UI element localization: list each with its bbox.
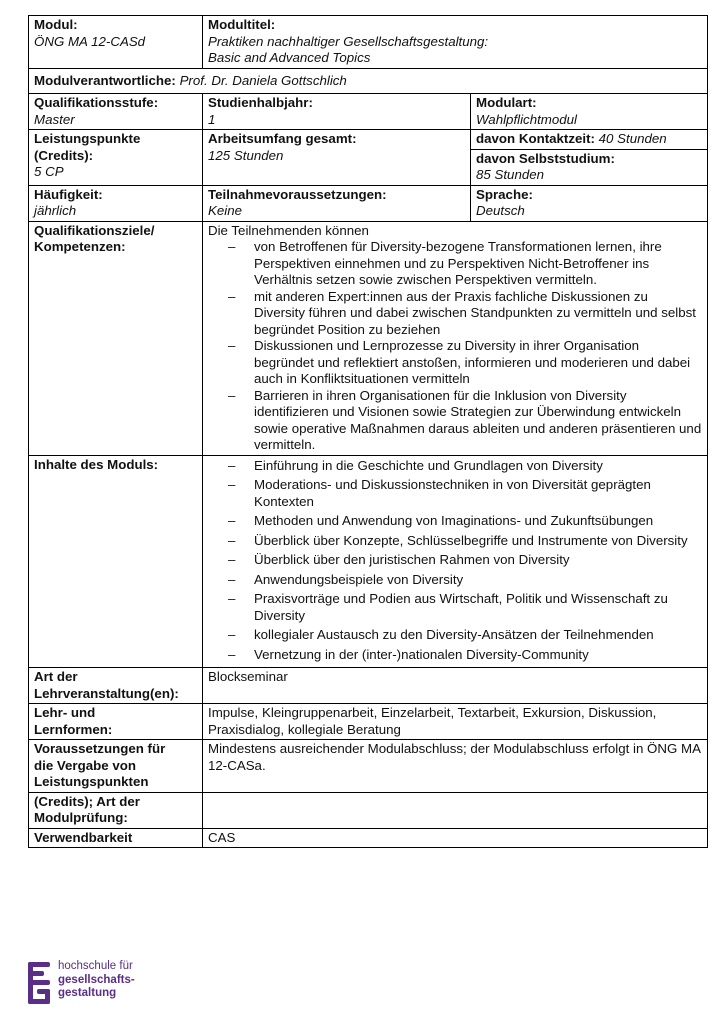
voraussetzungen-value: Mindestens ausreichender Modulabschluss; der Modulabschluss erfolgt in ÖNG MA 12-CASa. <box>208 741 701 773</box>
cell-sprache <box>471 185 708 221</box>
sprache-value: Deutsch <box>476 203 525 218</box>
studienhalbjahr-value: 1 <box>208 111 216 127</box>
qualifikationsstufe-value: Master <box>34 111 75 127</box>
qualifikationsziele-list <box>208 239 702 454</box>
cell-inhalte-content <box>203 455 708 668</box>
qualifikationsstufe-label: Qualifikationsstufe: <box>34 95 159 110</box>
cell-voraussetzungen-label <box>29 740 203 793</box>
lehrveranstaltung-value: Blockseminar <box>208 669 288 684</box>
list-item: – kollegialer Austausch zu den Diversity-Ansätzen der Teilnehmenden <box>228 627 702 644</box>
row-verantwortliche <box>29 68 708 94</box>
leistungspunkte-label1: Leistungspunkte <box>34 131 141 146</box>
list-item: – Diskussionen und Lernprozesse zu Diversity in ihrer Organisation begründet und reflektiert anstoßen, informieren und moderieren und dabei auch in Konfliktsituationen vermitteln <box>228 338 702 388</box>
row-inhalte <box>29 455 708 668</box>
row-voraussetzungen <box>29 740 708 793</box>
verwendbarkeit-label: Verwendbarkeit <box>34 829 133 845</box>
row-lernformen <box>29 704 708 740</box>
verantwortliche-label: Modulverantwortliche: <box>34 72 176 88</box>
cell-modultitel <box>203 16 708 69</box>
cell-pruefung-value <box>203 792 708 828</box>
cell-verwendbarkeit-value <box>203 828 708 848</box>
kontaktzeit-value: 40 Stunden <box>598 131 667 146</box>
cell-leistungspunkte <box>29 130 203 186</box>
cell-modulart <box>471 94 708 130</box>
lehrveranstaltung-label2: Lehrveranstaltung(en): <box>34 685 179 701</box>
haeufigkeit-label: Häufigkeit: <box>34 186 103 202</box>
haeufigkeit-value: jährlich <box>34 203 77 218</box>
hfg-logo-icon <box>28 962 50 1004</box>
cell-lernformen-value <box>203 704 708 740</box>
cell-haeufigkeit <box>29 185 203 221</box>
cell-lehrveranstaltung-value <box>203 668 708 704</box>
modul-label: Modul: <box>34 17 78 32</box>
teilnahme-value: Keine <box>208 203 243 218</box>
verwendbarkeit-value: CAS <box>208 829 236 845</box>
list-item: – Anwendungsbeispiele von Diversity <box>228 572 702 589</box>
logo-line2: gesellschafts- <box>58 973 135 986</box>
logo-wordmark <box>58 960 135 1001</box>
inhalte-label: Inhalte des Moduls: <box>34 456 159 472</box>
modultitel-line2: Basic and Advanced Topics <box>208 50 371 65</box>
row-haeufigkeit <box>29 185 708 221</box>
selbststudium-label: davon Selbststudium: <box>476 150 615 166</box>
lehrveranstaltung-label1: Art der <box>34 669 78 684</box>
cell-arbeitsumfang <box>203 130 471 186</box>
list-item: – Überblick über den juristischen Rahmen von Diversity <box>228 552 702 569</box>
cell-inhalte-label <box>29 455 203 668</box>
footer-logo <box>28 960 135 1004</box>
inhalte-list <box>208 458 702 664</box>
row-modul <box>29 16 708 69</box>
logo-line3: gestaltung <box>58 987 117 999</box>
modulart-value: Wahlpflichtmodul <box>476 111 578 127</box>
qualifikationsziele-label2: Kompetenzen: <box>34 239 126 254</box>
row-lehrveranstaltung <box>29 668 708 704</box>
leistungspunkte-value: 5 CP <box>34 164 64 179</box>
row-qualifikationsziele <box>29 221 708 455</box>
cell-pruefung-label <box>29 792 203 828</box>
voraussetzungen-label3: Leistungspunkten <box>34 774 149 789</box>
voraussetzungen-label2: die Vergabe von <box>34 757 136 773</box>
cell-studienhalbjahr <box>203 94 471 130</box>
list-item: – Praxisvorträge und Podien aus Wirtschaft, Politik und Wissenschaft zu Diversity <box>228 591 702 624</box>
cell-selbststudium <box>471 149 708 185</box>
cell-voraussetzungen-value <box>203 740 708 793</box>
cell-qualifikationsziele-label <box>29 221 203 455</box>
pruefung-label2: Modulprüfung: <box>34 810 128 825</box>
list-item: – Moderations- und Diskussionstechniken in von Diversität geprägten Kontexten <box>228 477 702 510</box>
list-item: – Vernetzung in der (inter-)nationalen Diversity-Community <box>228 647 702 664</box>
lernformen-label2: Lernformen: <box>34 721 113 737</box>
cell-qualifikationsziele-content <box>203 221 708 455</box>
cell-lernformen-label <box>29 704 203 740</box>
row-qualifikationsstufe <box>29 94 708 130</box>
list-item: – von Betroffenen für Diversity-bezogene Transformationen lernen, ihre Perspektiven einnehmen und zu Perspektiven Nicht-Betroffener ins Verhältnis setzen sowie zwischen Perspektiven vermitteln. <box>228 239 702 289</box>
modulart-label: Modulart: <box>476 95 537 110</box>
module-table <box>28 15 708 848</box>
arbeitsumfang-label: Arbeitsumfang gesamt: <box>208 131 357 146</box>
row-pruefung <box>29 792 708 828</box>
lernformen-label1: Lehr- und <box>34 705 96 720</box>
modultitel-label: Modultitel: <box>208 17 276 32</box>
list-item: – Methoden und Anwendung von Imaginations- und Zukunftsübungen <box>228 513 702 530</box>
list-item: – Überblick über Konzepte, Schlüsselbegriffe und Instrumente von Diversity <box>228 533 702 550</box>
sprache-label: Sprache: <box>476 186 533 202</box>
studienhalbjahr-label: Studienhalbjahr: <box>208 95 313 110</box>
modultitel-line1: Praktiken nachhaltiger Gesellschaftsgestaltung: <box>208 33 489 49</box>
teilnahme-label: Teilnahmevoraussetzungen: <box>208 186 387 202</box>
modul-value: ÖNG MA 12-CASd <box>34 33 146 49</box>
qualifikationsziele-label1: Qualifikationsziele/ <box>34 222 155 238</box>
selbststudium-value: 85 Stunden <box>476 167 545 182</box>
row-leistungspunkte <box>29 130 708 150</box>
cell-lehrveranstaltung-label <box>29 668 203 704</box>
cell-teilnahme <box>203 185 471 221</box>
pruefung-label1: (Credits); Art der <box>34 793 140 809</box>
arbeitsumfang-value: 125 Stunden <box>208 147 284 163</box>
cell-kontaktzeit <box>471 130 708 150</box>
list-item: – Barrieren in ihren Organisationen für die Inklusion von Diversity identifizieren und Visionen sowie Strategien zur Überwindung entwickeln sowie operative Maßnahmen daraus ableiten und anderen präsentieren und vermitteln. <box>228 388 702 454</box>
cell-qualifikationsstufe <box>29 94 203 130</box>
cell-verantwortliche <box>29 68 708 94</box>
qualifikationsziele-intro: Die Teilnehmenden können <box>208 222 369 238</box>
row-verwendbarkeit <box>29 828 708 848</box>
cell-modul <box>29 16 203 69</box>
cell-verwendbarkeit-label <box>29 828 203 848</box>
list-item: – Einführung in die Geschichte und Grundlagen von Diversity <box>228 458 702 475</box>
lernformen-value: Impulse, Kleingruppenarbeit, Einzelarbeit, Textarbeit, Exkursion, Diskussion, Praxisdialog, kollegiale Beratung <box>208 705 657 737</box>
kontaktzeit-label: davon Kontaktzeit: <box>476 131 595 146</box>
voraussetzungen-label1: Voraussetzungen für <box>34 741 166 756</box>
verantwortliche-value: Prof. Dr. Daniela Gottschlich <box>179 72 347 88</box>
module-description-page <box>28 15 707 848</box>
list-item: – mit anderen Expert:innen aus der Praxis fachliche Diskussionen zu Diversity führen und dabei zwischen Standpunkten zu vermitteln und selbst begründet Position zu beziehen <box>228 289 702 339</box>
logo-line1: hochschule für <box>58 960 133 972</box>
leistungspunkte-label2: (Credits): <box>34 147 94 163</box>
